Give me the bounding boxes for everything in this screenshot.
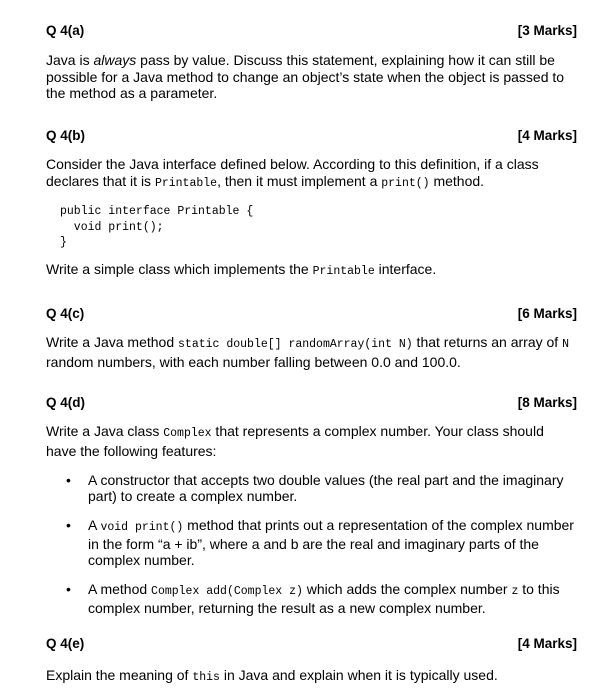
marks-label: [8 Marks] (517, 395, 577, 410)
question-text (46, 667, 577, 687)
text-fragment: Explain the meaning of (46, 667, 193, 683)
text-fragment: A method (88, 581, 152, 597)
text-fragment: Consider the Java interface defined below. According to this definition, if a class declares that it is (46, 156, 539, 189)
code-line: } (60, 236, 67, 249)
question-header (46, 394, 577, 412)
question-label: Q 4(b) (46, 128, 85, 143)
text-fragment: that returns an array of (412, 334, 563, 350)
question-4b (46, 127, 577, 280)
list-item-text: A constructor that accepts two double values (the real part and the imaginary part) to create a complex number. (88, 472, 564, 504)
question-header (46, 127, 577, 145)
text-fragment: A (88, 517, 101, 533)
question-4e (46, 635, 577, 687)
question-text (46, 156, 577, 192)
text-fragment: Java is (46, 52, 94, 68)
marks-label: [4 Marks] (517, 636, 577, 651)
question-header (46, 22, 577, 40)
inline-code: Printable (154, 176, 218, 190)
list-item (46, 517, 577, 568)
bullet-icon: • (66, 472, 71, 488)
question-4a (46, 22, 577, 102)
question-header (46, 635, 577, 653)
feature-list (46, 472, 577, 616)
question-label: Q 4(a) (46, 23, 85, 38)
text-fragment: pass by value. Discuss this statement, explaining how it can still be possible for a Java method to change an object’s state when the object is passed to the method as a parameter. (46, 52, 565, 101)
code-line: public interface Printable { (60, 205, 254, 218)
question-instruction (46, 261, 577, 281)
marks-label: [4 Marks] (517, 128, 577, 143)
list-item (46, 581, 577, 616)
inline-code: Printable (312, 264, 375, 278)
marks-label: [6 Marks] (517, 306, 577, 321)
question-4c (46, 305, 577, 370)
text-fragment: which adds the complex number (302, 581, 512, 597)
marks-label: [3 Marks] (517, 23, 577, 38)
inline-code: print() (381, 176, 430, 190)
text-fragment: Write a Java method (46, 334, 179, 350)
code-block (46, 204, 577, 251)
question-text (46, 334, 577, 370)
inline-code: Complex (163, 427, 212, 440)
question-label: Q 4(e) (46, 636, 85, 651)
inline-code: Complex add(Complex z) (151, 585, 303, 598)
list-item (46, 472, 577, 504)
inline-code: void print() (100, 521, 184, 534)
emphasis-text: always (93, 52, 137, 68)
question-text (46, 52, 577, 102)
text-fragment: in Java and explain when it is typically used. (219, 667, 498, 683)
inline-code: z (511, 585, 519, 598)
inline-code: this (192, 671, 220, 684)
question-4d (46, 394, 577, 616)
text-fragment: , then it must implement a (217, 172, 382, 189)
question-label: Q 4(c) (46, 306, 85, 321)
text-fragment: method that prints out a representation of the complex number in the form “a + ib”, where a and b are the real and imaginary parts of the complex number. (88, 517, 574, 568)
text-fragment: random numbers, with each number falling between 0.0 and 100.0. (46, 353, 461, 370)
text-fragment: Write a simple class which implements the (46, 260, 313, 277)
bullet-icon: • (66, 517, 71, 533)
inline-code: N (562, 338, 569, 351)
question-text (46, 423, 577, 459)
inline-code: static double[] randomArray(int N) (178, 338, 413, 351)
bullet-icon: • (66, 581, 71, 597)
question-label: Q 4(d) (46, 395, 85, 410)
text-fragment: method. (429, 172, 485, 189)
code-line: void print(); (60, 220, 164, 234)
text-fragment: that represents a complex number. Your class should have the following features: (46, 423, 544, 459)
text-fragment: interface. (374, 260, 437, 277)
text-fragment: Write a Java class (46, 423, 164, 439)
question-header (46, 305, 577, 323)
text-fragment: to this complex number, returning the result as a new complex number. (88, 581, 560, 616)
